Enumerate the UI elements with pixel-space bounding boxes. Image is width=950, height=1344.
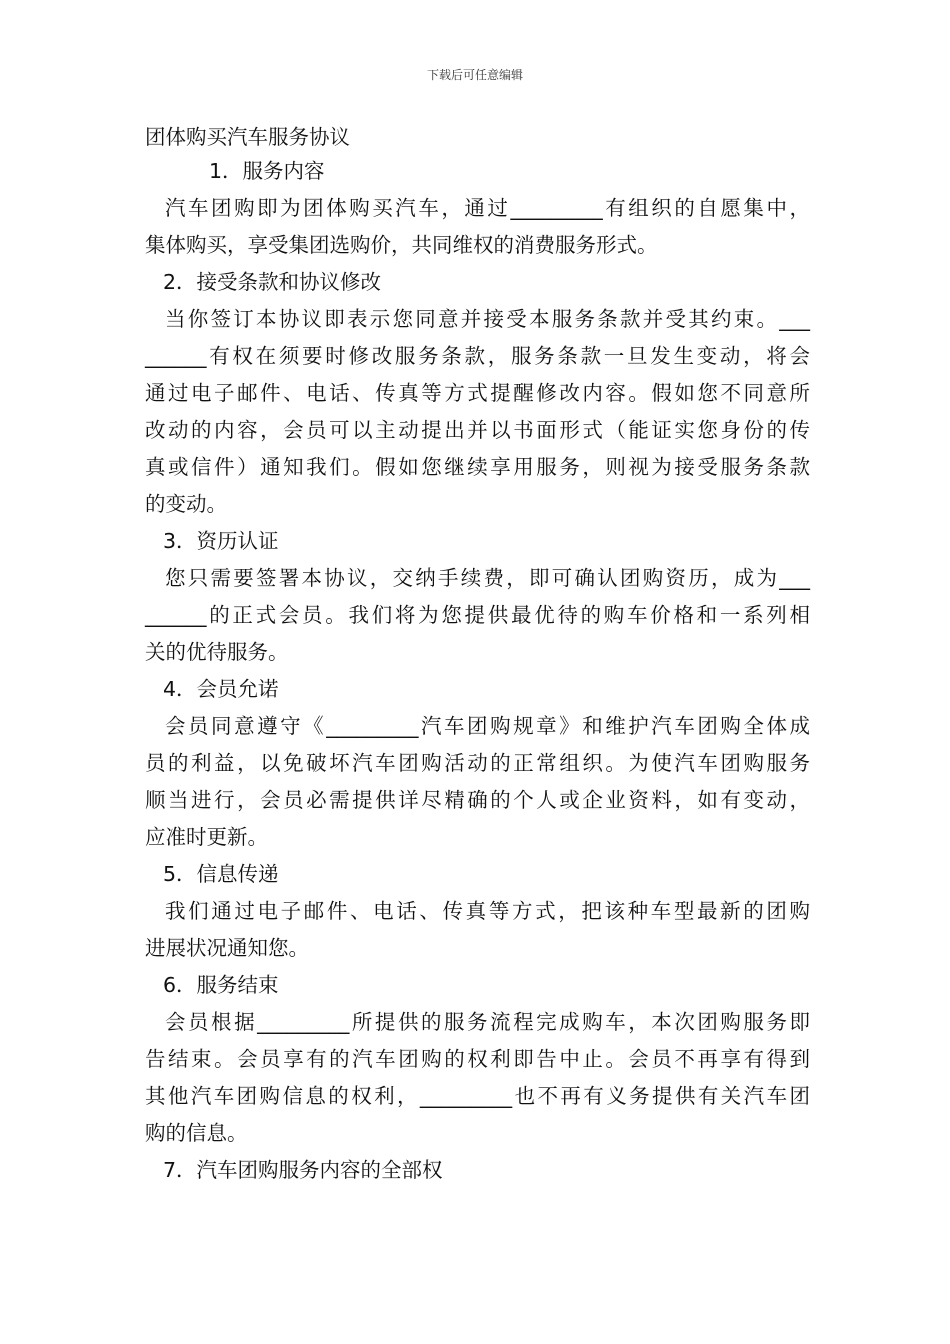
paragraph-line: ______有权在须要时修改服务条款，服务条款一旦发生变动，将会 xyxy=(145,344,810,368)
paragraph-line: 通过电子邮件、电话、传真等方式提醒修改内容。假如您不同意所 xyxy=(145,381,810,405)
section-member-promise xyxy=(145,671,810,856)
paragraph-line: 会员同意遵守《_________汽车团购规章》和维护汽车团购全体成 xyxy=(165,714,810,738)
section-info-delivery xyxy=(145,856,810,967)
section-service-end xyxy=(145,967,810,1152)
paragraph-line: 顺当进行，会员必需提供详尽精确的个人或企业资料，如有变动， xyxy=(145,788,810,812)
section-terms xyxy=(145,264,810,523)
paragraph-line: 应准时更新。 xyxy=(145,825,268,849)
section-heading: 6．服务结束 xyxy=(163,973,279,997)
section-heading: 5．信息传递 xyxy=(163,862,279,886)
paragraph-line: 集体购买，享受集团选购价，共同维权的消费服务形式。 xyxy=(145,233,658,257)
document-body xyxy=(145,121,810,1189)
section-heading: 3．资历认证 xyxy=(163,529,279,553)
paragraph-line: ______的正式会员。我们将为您提供最优待的购车价格和一系列相 xyxy=(145,603,810,627)
section-ownership xyxy=(145,1152,810,1189)
paragraph-line: 进展状况通知您。 xyxy=(145,936,309,960)
paragraph-line: 真或信件）通知我们。假如您继续享用服务，则视为接受服务条款 xyxy=(145,455,810,479)
section-heading: 1．服务内容 xyxy=(209,159,325,183)
paragraph-line: 告结束。会员享有的汽车团购的权利即告中止。会员不再享有得到 xyxy=(145,1047,810,1071)
paragraph-line: 我们通过电子邮件、电话、传真等方式，把该种车型最新的团购 xyxy=(165,899,810,923)
section-heading: 4．会员允诺 xyxy=(163,677,279,701)
section-qualification xyxy=(145,523,810,671)
section-heading: 2．接受条款和协议修改 xyxy=(163,270,382,294)
section-heading: 7．汽车团购服务内容的全部权 xyxy=(163,1158,443,1182)
paragraph-line: 关的优待服务。 xyxy=(145,640,289,664)
paragraph-line: 会员根据_________所提供的服务流程完成购车，本次团购服务即 xyxy=(165,1010,810,1034)
paragraph-line: 员的利益，以免破坏汽车团购活动的正常组织。为使汽车团购服务 xyxy=(145,751,810,775)
paragraph-line: 的变动。 xyxy=(145,492,227,516)
paragraph-line: 当你签订本协议即表示您同意并接受本服务条款并受其约束。___ xyxy=(165,307,810,331)
section-service-content xyxy=(145,153,810,264)
document-title: 团体购买汽车服务协议 xyxy=(145,125,350,149)
paragraph-line: 购的信息。 xyxy=(145,1121,248,1145)
paragraph-line: 您只需要签署本协议，交纳手续费，即可确认团购资历，成为___ xyxy=(165,566,810,590)
paragraph-line: 其他汽车团购信息的权利，_________也不再有义务提供有关汽车团 xyxy=(145,1084,810,1108)
page-header: 下载后可任意编辑 xyxy=(426,68,523,82)
paragraph-line: 改动的内容，会员可以主动提出并以书面形式（能证实您身份的传 xyxy=(145,418,810,442)
paragraph-line: 汽车团购即为团体购买汽车，通过_________有组织的自愿集中， xyxy=(165,196,810,220)
